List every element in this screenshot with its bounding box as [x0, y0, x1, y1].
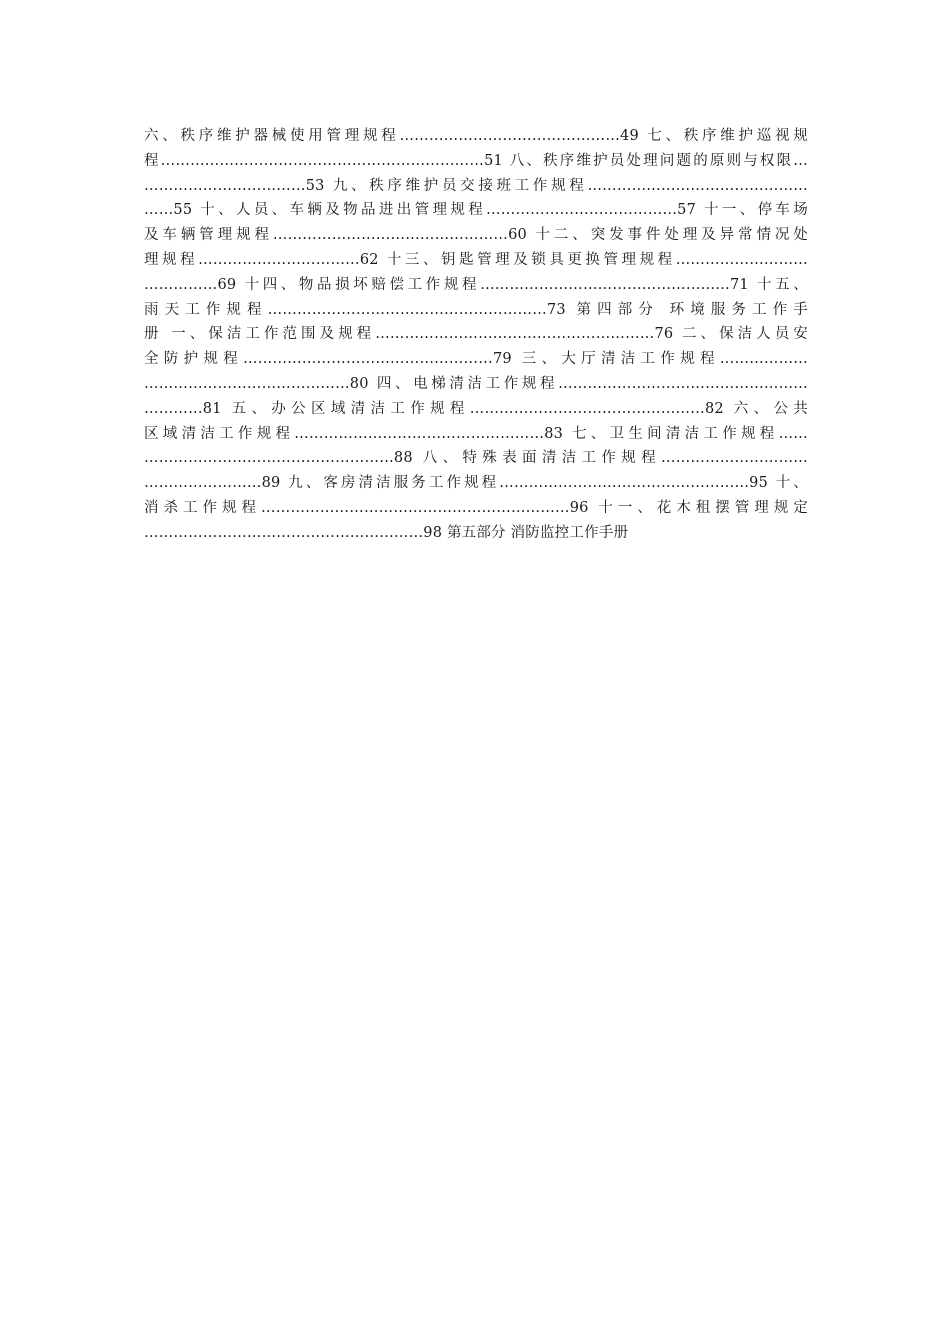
toc-line: ……………………………………………88 八、特殊表面清洁工作规程…………………………	[144, 450, 808, 467]
toc-line: 雨天工作规程…………………………………………………73 第四部分 环境服务工作手	[144, 301, 808, 318]
toc-line: 册 一、保洁工作范围及规程…………………………………………………76 二、保洁人员安	[144, 326, 808, 343]
toc-line: 六、秩序维护器械使用管理规程………………………………………49 七、秩序维护巡视规	[144, 128, 808, 144]
toc-line: ……………………………53 九、秩序维护员交接班工作规程………………………………………	[144, 177, 808, 194]
toc-line: ……………………………………80 四、电梯清洁工作规程……………………………………………	[144, 375, 808, 392]
toc-line: 全防护规程……………………………………………79 三、大厅清洁工作规程………………	[144, 351, 808, 368]
toc-line: 区域清洁工作规程……………………………………………83 七、卫生间清洁工作规程……	[144, 425, 808, 442]
toc-line-last: …………………………………………………98 第五部分 消防监控工作手册	[144, 524, 629, 541]
toc-line: 理规程……………………………62 十三、钥匙管理及锁具更换管理规程………………………	[144, 251, 808, 268]
toc-line: ……………69 十四、物品损坏赔偿工作规程……………………………………………71 十五、	[144, 276, 808, 293]
toc-line: 消杀工作规程………………………………………………………96 十一、花木租摆管理规定	[144, 499, 808, 516]
toc-line: 及车辆管理规程…………………………………………60 十二、突发事件处理及异常情况处	[144, 227, 808, 244]
toc-line: ……………………89 九、客房清洁服务工作规程……………………………………………95 十、	[144, 475, 808, 492]
table-of-contents	[144, 124, 808, 546]
toc-line: ……55 十、人员、车辆及物品进出管理规程…………………………………57 十一、停车场	[144, 202, 808, 219]
toc-line: 程…………………………………………………………51 八、秩序维护员处理问题的原则与权限…	[144, 152, 808, 169]
toc-line: …………81 五、办公区域清洁工作规程…………………………………………82 六、公共	[144, 400, 808, 417]
